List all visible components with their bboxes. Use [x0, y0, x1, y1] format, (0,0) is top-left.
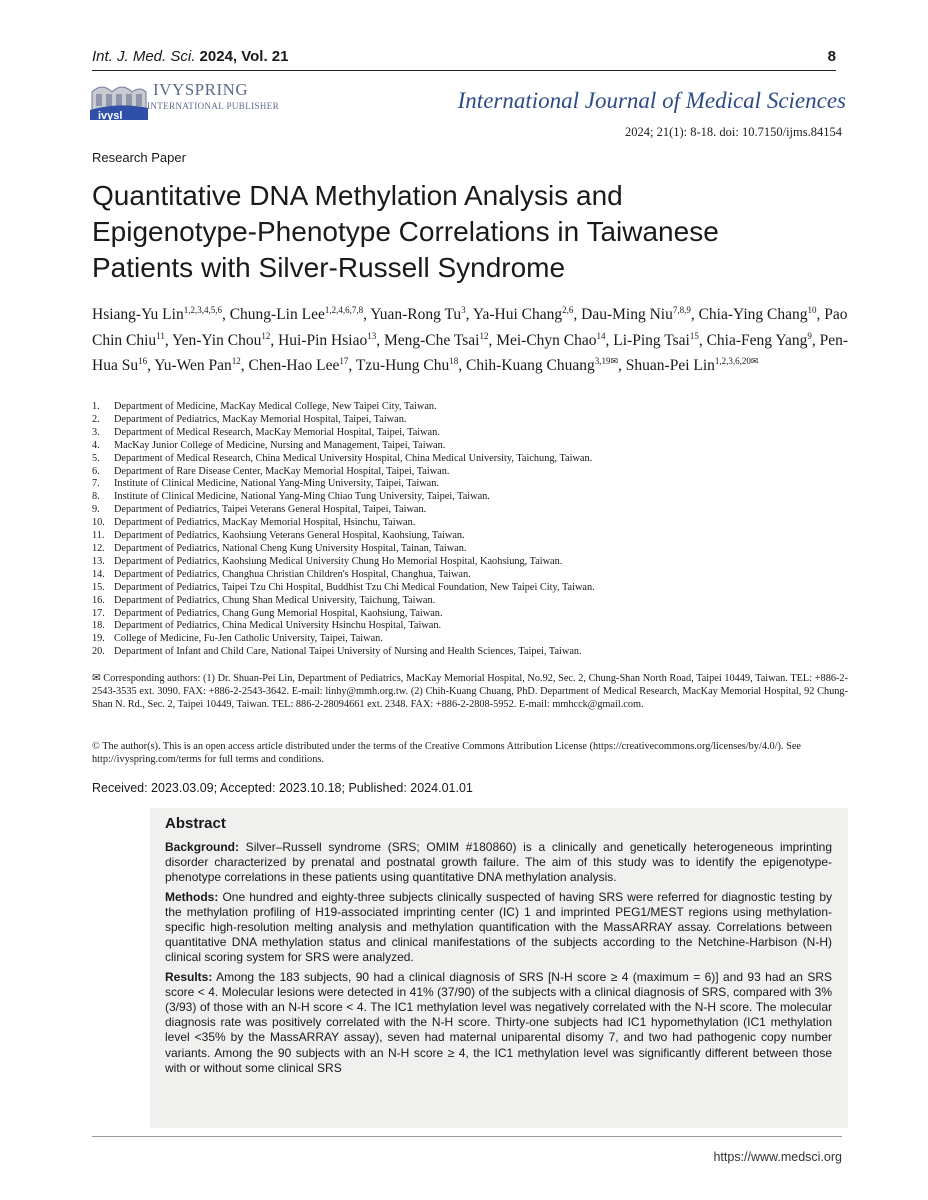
- author-affiliation-marks: 3: [461, 305, 466, 315]
- affiliation-text: Department of Rare Disease Center, MacKay Memorial Hospital, Taipei, Taiwan.: [114, 465, 450, 477]
- author-affiliation-marks: 15: [689, 330, 699, 341]
- affiliation-text: Institute of Clinical Medicine, National Yang-Ming Chiao Tung University, Taipei, Taiwan.: [114, 491, 490, 503]
- affiliation-number: 7.: [92, 478, 100, 490]
- affiliation-item: [92, 504, 852, 517]
- affiliation-number: 3.: [92, 426, 100, 438]
- affiliation-text: Institute of Clinical Medicine, National Yang-Ming University, Taipei, Taiwan.: [114, 478, 439, 490]
- author-affiliation-marks: 12: [479, 330, 489, 341]
- results-text: Among the 183 subjects, 90 had a clinical diagnosis of SRS [N-H score ≥ 4 (maximum = 6)] and 93 had an SRS score < 4. Molecular lesions were detected in 41% (37/90) of the subjects with a clinical diagnosis of SRS, compared with 3% (3/93) of those with an N-H score < 4. The IC1 methylation level was negatively correlated with the N-H score. The molecular diagnosis rate was positively correlated with the N-H score. Thirty-one subjects had IC1 hypomethylation (IC1 methylation level <35% by the MassARRAY assay), seven had maternal uniparental disomy 7, and two had pathogenic copy number variants. Among the 90 subjects with an N-H score ≥ 4, the IC1 methylation level was significantly different between those with or without some clinical SRS: [165, 969, 832, 1075]
- author-separator: ,: [348, 357, 356, 375]
- affiliation-number: 2.: [92, 413, 100, 425]
- affiliation-text: Department of Pediatrics, MacKay Memorial Hospital, Taipei, Taiwan.: [114, 413, 407, 425]
- affiliation-item: [92, 646, 852, 659]
- author-name: Pen-Hua Su: [92, 331, 849, 375]
- affiliation-item: [92, 530, 852, 543]
- affiliation-number: 11.: [92, 530, 105, 542]
- author-separator: ,: [458, 357, 467, 375]
- affiliation-text: Department of Pediatrics, Kaohsiung Medical University Chung Ho Memorial Hospital, Kaohsiung, Taiwan.: [114, 555, 563, 567]
- author-name: Dau-Ming Niu: [581, 306, 673, 324]
- affiliation-number: 14.: [92, 568, 105, 580]
- background-label: Background:: [165, 840, 240, 854]
- running-header-journal: [92, 48, 289, 65]
- affiliation-number: 17.: [92, 607, 105, 619]
- affiliation-number: 10.: [92, 517, 105, 529]
- author-affiliation-marks: 16: [138, 356, 148, 367]
- affiliation-text: Department of Pediatrics, China Medical University Hsinchu Hospital, Taiwan.: [114, 620, 442, 632]
- affiliation-text: Department of Pediatrics, Chang Gung Memorial Hospital, Kaohsiung, Taiwan.: [114, 607, 443, 619]
- affiliation-item: [92, 608, 852, 621]
- affiliation-item: [92, 556, 852, 569]
- author-name: Chia-Ying Chang: [698, 306, 808, 324]
- author-name: Meng-Che Tsai: [383, 331, 480, 349]
- author-name: Shuan-Pei Lin: [625, 357, 715, 375]
- abstract-heading: Abstract: [165, 815, 226, 832]
- affiliation-number: 5.: [92, 452, 100, 464]
- author-separator: ,: [270, 331, 279, 349]
- journal-full-name: International Journal of Medical Sciences: [457, 88, 846, 113]
- author-separator: ,: [376, 331, 384, 349]
- affiliation-text: Department of Medical Research, China Medical University Hospital, China Medical University, Taichung, Taiwan.: [114, 452, 593, 464]
- title-line: Quantitative DNA Methylation Analysis and: [92, 180, 623, 211]
- affiliation-number: 13.: [92, 555, 105, 567]
- author-separator: ,: [363, 306, 371, 324]
- author-affiliation-marks: 13: [367, 330, 377, 341]
- author-name: Yu-Wen Pan: [154, 357, 232, 375]
- affiliation-item: [92, 453, 852, 466]
- author-affiliation-marks: 2,6: [562, 305, 574, 315]
- author-name: Chih-Kuang Chuang: [466, 357, 595, 375]
- corresponding-authors: ✉ Corresponding authors: (1) Dr. Shuan-Pei Lin, Department of Pediatrics, MacKay Memorial Hospital, No.92, Sec. 2, Chung-Shan North Road, Taipei 10449, Taiwan. TEL: +886-2-2543-3535 ext. 3090. FAX: +886-2-2543-3642. E-mail: linhy@mmh.org.tw. (2) Chih-Kuang Chuang, PhD. Department of Medical Research, MacKay Memorial Hospital, 92 Chung-Shan N. Rd., Sec. 2, Taipei 10449, Taiwan. TEL: 886-2-28094661 ext. 2348. FAX: +886-2-2808-5952. E-mail: mmhcck@gmail.com.: [92, 673, 848, 710]
- author-affiliation-marks: 1,2,3,4,5,6: [183, 305, 222, 315]
- affiliation-text: Department of Medicine, MacKay Medical College, New Taipei City, Taiwan.: [114, 401, 437, 412]
- author-name: Tzu-Hung Chu: [355, 357, 450, 375]
- author-list: [92, 300, 852, 377]
- author-separator: ,: [573, 306, 582, 324]
- affiliation-item: [92, 478, 852, 491]
- abstract-results: [165, 970, 832, 1076]
- author-separator: ,: [164, 331, 173, 349]
- affiliation-number: 12.: [92, 542, 105, 554]
- publisher-name: IVYSPRING: [153, 80, 249, 99]
- affiliation-item: [92, 414, 852, 427]
- publication-dates: Received: 2023.03.09; Accepted: 2023.10.18; Published: 2024.01.01: [92, 781, 473, 795]
- affiliation-item: [92, 440, 852, 453]
- affiliation-number: 15.: [92, 581, 105, 593]
- affiliation-item: [92, 401, 852, 414]
- author-affiliation-marks: 1,2,4,6,7,8: [324, 305, 364, 315]
- author-affiliation-marks: 3,19✉: [594, 356, 619, 367]
- results-label: Results:: [165, 969, 213, 984]
- affiliation-number: 1.: [92, 401, 100, 412]
- affiliation-text: Department of Pediatrics, Taipei Tzu Chi Hospital, Buddhist Tzu Chi Medical Foundation, New Taipei City, Taiwan.: [114, 581, 595, 593]
- header-rule: [92, 70, 836, 71]
- affiliation-item: [92, 543, 852, 556]
- page-number: 8: [827, 48, 836, 65]
- year-volume: 2024, Vol. 21: [199, 48, 289, 65]
- author-affiliation-marks: 10: [807, 305, 817, 315]
- author-name: Hui-Pin Hsiao: [278, 331, 368, 349]
- methods-text: One hundred and eighty-three subjects clinically suspected of having SRS were referred for diagnostic testing by the methylation profiling of H19-associated imprinting center (IC) 1 and imprinted PEG1/MEST regions using methylation-specific high-resolution melting analysis and methylation quantification with the MassARRAY assay. Correlations between quantitative DNA methylation status and clinical manifestations of the subjects according to the Netchine-Harbison (N-H) clinical scoring system for SRS were analyzed.: [165, 889, 832, 965]
- author-affiliation-marks: 18: [449, 356, 459, 367]
- affiliation-item: [92, 582, 852, 595]
- journal-short: Int. J. Med. Sci.: [92, 48, 196, 65]
- affiliation-number: 20.: [92, 646, 105, 658]
- affiliation-number: 4.: [92, 439, 100, 451]
- affiliation-item: [92, 491, 852, 504]
- abstract-background: [165, 840, 832, 886]
- author-name: Yuan-Rong Tu: [370, 306, 462, 324]
- affiliation-text: MacKay Junior College of Medicine, Nursing and Management, Taipei, Taiwan.: [114, 439, 446, 451]
- author-affiliation-marks: 12: [231, 356, 241, 367]
- author-separator: ,: [690, 306, 699, 324]
- background-text: Silver–Russell syndrome (SRS; OMIM #180860) is a clinically and genetically heterogeneous imprinting disorder characterized by prenatal and postnatal growth failure. The aim of this study was to identify the epigenotype-phenotype correlations in these patients using quantitative DNA methylation analysis.: [165, 840, 832, 885]
- title-line: Patients with Silver-Russell Syndrome: [92, 252, 566, 283]
- paper-type: Research Paper: [92, 150, 186, 165]
- license-notice: © The author(s). This is an open access article distributed under the terms of the Creative Commons Attribution License (https://creativecommons.org/licenses/by/4.0/). See http://ivyspring.com/terms for full terms and conditions.: [92, 741, 801, 765]
- author-name: Li-Ping Tsai: [613, 331, 690, 349]
- publisher-subtitle: INTERNATIONAL PUBLISHER: [147, 101, 280, 111]
- author-separator: ,: [698, 331, 707, 349]
- affiliation-item: [92, 633, 852, 646]
- author-separator: ,: [605, 331, 614, 349]
- affiliation-item: [92, 569, 852, 582]
- author-affiliation-marks: 17: [339, 356, 349, 367]
- author-separator: ,: [240, 357, 249, 375]
- author-separator: ,: [811, 331, 820, 349]
- citation-doi: 2024; 21(1): 8-18. doi: 10.7150/ijms.84154: [624, 125, 842, 139]
- affiliation-text: Department of Infant and Child Care, National Taipei University of Nursing and Health Sciences, Taipei, Taiwan.: [114, 646, 582, 658]
- author-separator: ,: [221, 306, 230, 324]
- author-name: Yen-Yin Chou: [172, 331, 262, 349]
- paper-title: [92, 178, 852, 286]
- methods-label: Methods:: [165, 889, 219, 904]
- author-separator: ,: [816, 306, 825, 324]
- author-name: Mei-Chyn Chao: [496, 331, 597, 349]
- author-name: Chia-Feng Yang: [706, 331, 808, 349]
- affiliation-text: Department of Pediatrics, Changhua Christian Children's Hospital, Changhua, Taiwan.: [114, 568, 471, 580]
- affiliation-item: [92, 620, 852, 633]
- affiliation-number: 6.: [92, 465, 100, 477]
- author-affiliation-marks: 1,2,3,6,20✉: [714, 356, 759, 367]
- author-separator: ,: [488, 331, 497, 349]
- author-name: Hsiang-Yu Lin: [92, 306, 184, 324]
- affiliation-item: [92, 427, 852, 440]
- author-separator: ,: [147, 357, 155, 375]
- author-affiliation-marks: 14: [596, 330, 606, 341]
- author-affiliation-marks: 9: [807, 330, 812, 341]
- affiliation-number: 19.: [92, 633, 105, 645]
- affiliation-number: 8.: [92, 491, 100, 503]
- author-affiliation-marks: 11: [156, 330, 165, 341]
- author-name: Chung-Lin Lee: [229, 306, 325, 324]
- affiliation-text: Department of Pediatrics, Kaohsiung Veterans General Hospital, Kaohsiung, Taiwan.: [114, 530, 465, 542]
- abstract-body: [165, 840, 832, 1080]
- affiliation-item: [92, 595, 852, 608]
- author-affiliation-marks: 7,8,9: [672, 305, 691, 315]
- affiliation-number: 18.: [92, 620, 105, 632]
- author-separator: ,: [618, 357, 626, 375]
- footer-url-link[interactable]: https://www.medsci.org: [713, 1150, 842, 1164]
- affiliation-text: Department of Pediatrics, Taipei Veterans General Hospital, Taipei, Taiwan.: [114, 504, 427, 516]
- affiliation-item: [92, 517, 852, 530]
- affiliation-text: Department of Pediatrics, Chung Shan Medical University, Taichung, Taiwan.: [114, 594, 436, 606]
- affiliation-list: [92, 401, 852, 659]
- abstract-methods: [165, 890, 832, 966]
- affiliation-text: Department of Medical Research, MacKay Memorial Hospital, Taipei, Taiwan.: [114, 426, 440, 438]
- svg-text:ivysl: ivysl: [98, 110, 123, 122]
- author-name: Pao Chin Chiu: [92, 306, 848, 349]
- affiliation-number: 9.: [92, 504, 100, 516]
- affiliation-text: College of Medicine, Fu-Jen Catholic University, Taipei, Taiwan.: [114, 633, 383, 645]
- author-affiliation-marks: 12: [261, 330, 271, 341]
- affiliation-number: 16.: [92, 594, 105, 606]
- affiliation-text: Department of Pediatrics, MacKay Memorial Hospital, Hsinchu, Taiwan.: [114, 517, 416, 529]
- author-name: Ya-Hui Chang: [472, 306, 563, 324]
- author-separator: ,: [465, 306, 473, 324]
- footer-rule: [92, 1136, 842, 1137]
- title-line: Epigenotype-Phenotype Correlations in Taiwanese: [92, 216, 719, 247]
- affiliation-text: Department of Pediatrics, National Cheng Kung University Hospital, Tainan, Taiwan.: [114, 542, 467, 554]
- author-name: Chen-Hao Lee: [248, 357, 340, 375]
- affiliation-item: [92, 466, 852, 479]
